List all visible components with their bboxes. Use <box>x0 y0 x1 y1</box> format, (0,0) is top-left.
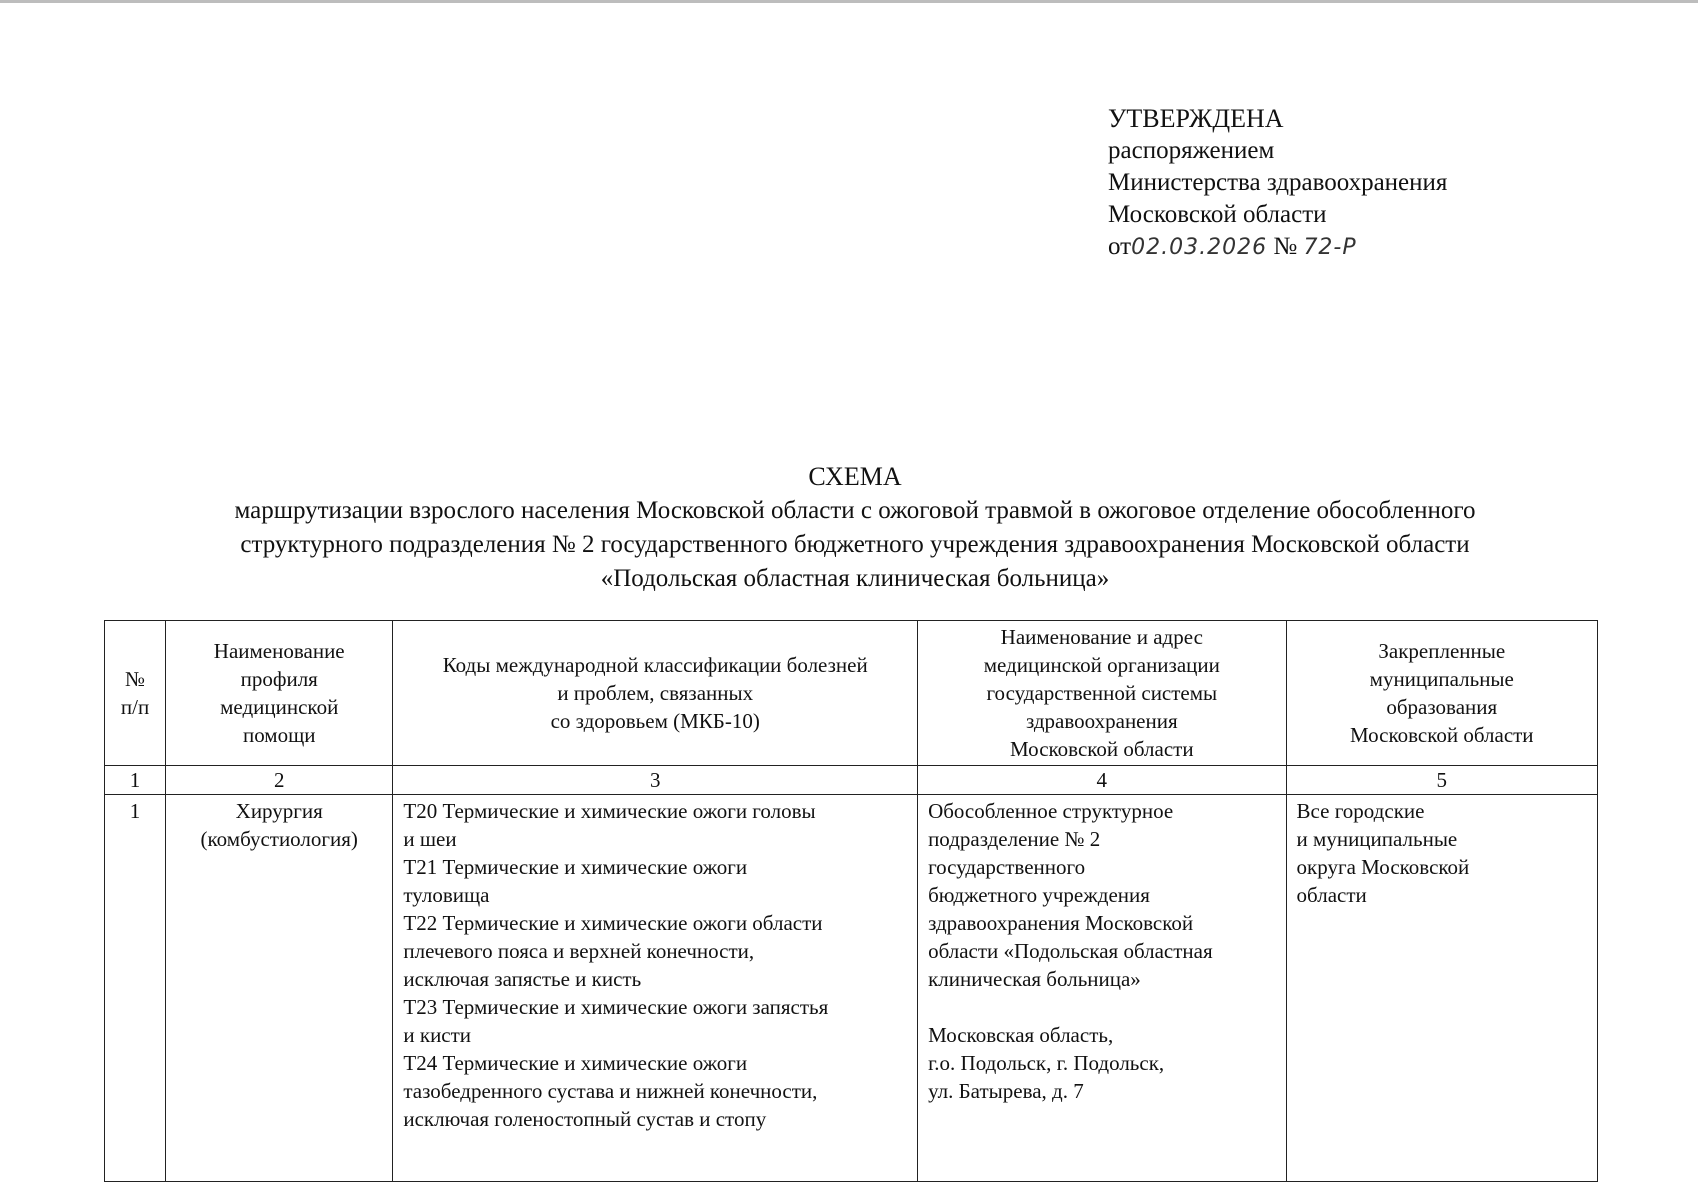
header-icd-codes: Коды международной классификации болезней и проблем, связанных со здоровьем (МКБ-10) <box>393 621 918 766</box>
column-number: 3 <box>393 766 918 795</box>
header-municipalities: Закрепленные муниципальные образования Московской области <box>1286 621 1597 766</box>
handwritten-number: 72-Р <box>1303 235 1357 260</box>
document-heading <box>140 460 1570 596</box>
municipalities-cell: Все городские и муниципальные округа Московской области <box>1286 795 1597 1182</box>
heading-title: СХЕМА <box>808 462 902 491</box>
header-number: № п/п <box>105 621 166 766</box>
header-profile: Наименование профиля медицинской помощи <box>166 621 393 766</box>
row-number: 1 <box>105 795 166 1182</box>
approval-line: Московской области <box>1108 201 1327 228</box>
icd-codes-cell: Т20 Термические и химические ожоги головы и шеи Т21 Термические и химические ожоги туловища Т22 Термические и химические ожоги области плечевого пояса и верхней конечности, исключая запястье и кисть Т23 Термические и химические ожоги запястья и кисти Т24 Термические и химические ожоги тазобедренного сустава и нижней конечности, исключая голеностопный сустав и стопу <box>393 795 918 1182</box>
heading-line: маршрутизации взрослого населения Московской области с ожоговой травмой в ожоговое отделение обособленного <box>234 497 1476 524</box>
spacer <box>928 993 1275 1021</box>
column-number-row <box>105 766 1598 795</box>
header-row <box>105 621 1598 766</box>
heading-line: «Подольская областная клиническая больница» <box>600 565 1110 592</box>
profile-cell: Хирургия (комбустиология) <box>166 795 393 1182</box>
approval-order-line <box>1108 231 1447 264</box>
column-number: 4 <box>918 766 1286 795</box>
table-row <box>105 795 1598 1182</box>
address-line: ул. Батырева, д. 7 <box>928 1079 1084 1103</box>
organization-cell: Обособленное структурное подразделение № 2 государственного бюджетного учреждения здравоохранения Московской области «Подольская областная клиническая больница» Московская область, г.о. Подольск, г. Подольск, ул. Батырева, д. 7 <box>918 795 1286 1182</box>
column-number: 1 <box>105 766 166 795</box>
header-organization: Наименование и адрес медицинской организации государственной системы здравоохранения Московской области <box>918 621 1286 766</box>
routing-table <box>104 620 1598 1182</box>
approval-line: распоряжением <box>1108 137 1275 164</box>
number-label: № <box>1273 233 1298 260</box>
approval-stamp <box>1108 103 1447 264</box>
address-line: Московская область, <box>928 1023 1114 1047</box>
heading-line: структурного подразделения № 2 государственного бюджетного учреждения здравоохранения Московской области <box>240 531 1470 558</box>
handwritten-date: 02.03.2026 <box>1131 235 1268 260</box>
column-number: 5 <box>1286 766 1597 795</box>
address-line: г.о. Подольск, г. Подольск, <box>928 1051 1165 1075</box>
approval-line: Министерства здравоохранения <box>1108 169 1448 196</box>
approval-title: УТВЕРЖДЕНА <box>1108 104 1284 133</box>
column-number: 2 <box>166 766 393 795</box>
scan-edge <box>0 0 1698 3</box>
from-label: от <box>1108 233 1132 260</box>
